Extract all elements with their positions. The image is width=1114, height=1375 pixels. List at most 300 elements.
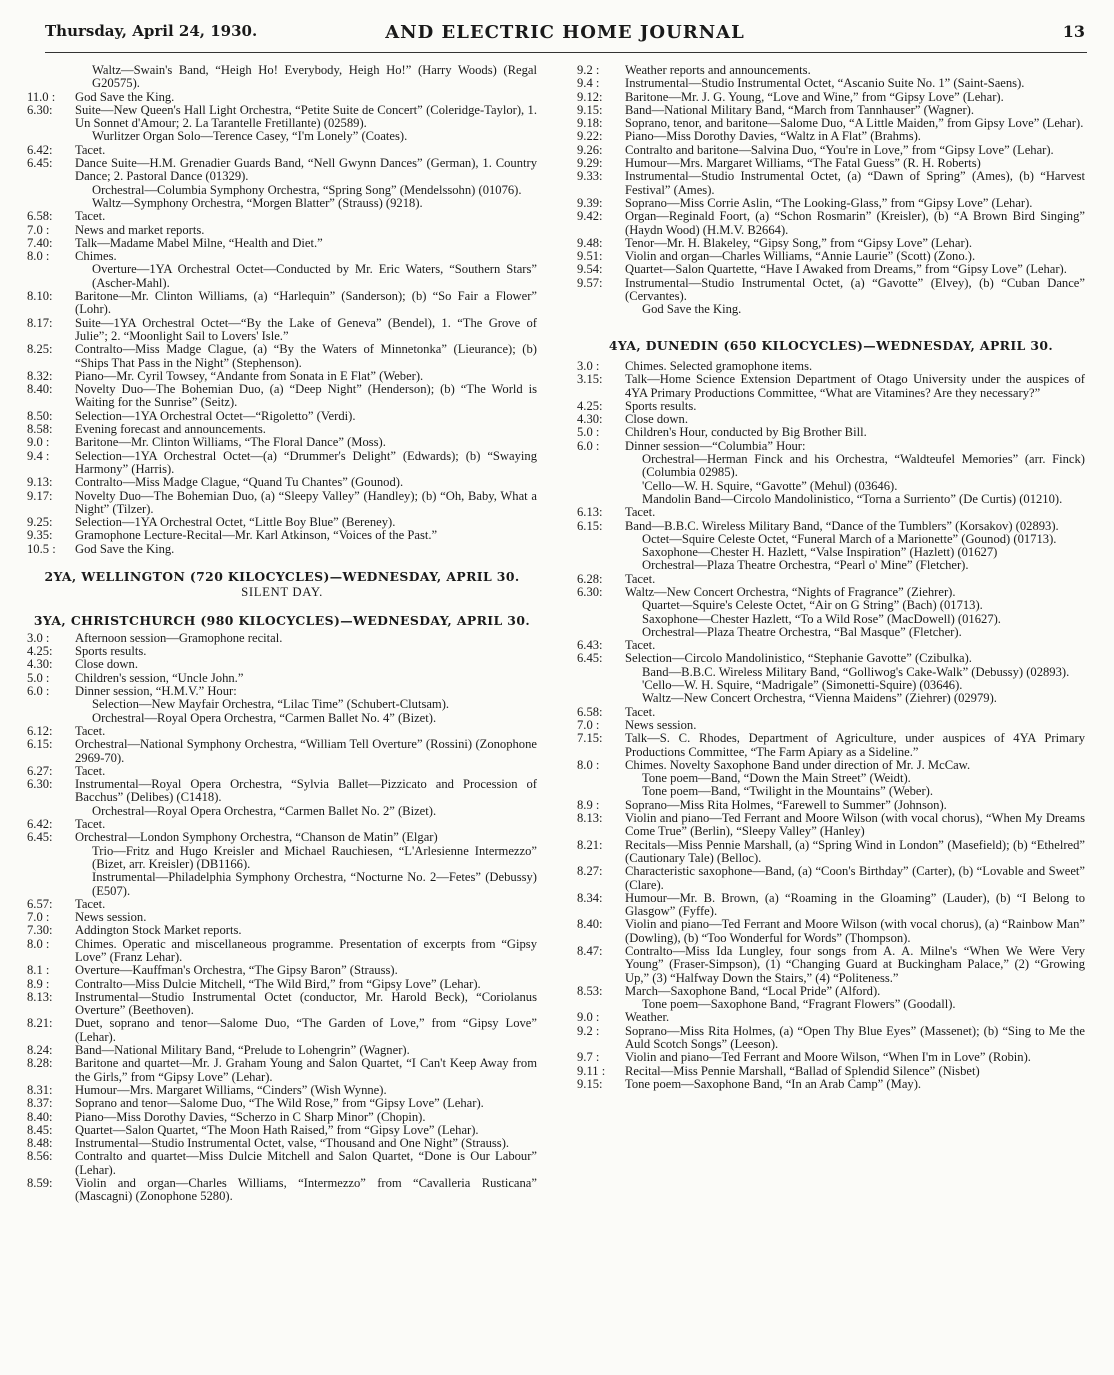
entry-text: Saxophone—Chester H. Hazlett, “Valse Inspiration” (Hazlett) (01627) xyxy=(642,545,998,560)
entry-time: 9.39: xyxy=(577,195,603,210)
entry-text: Soprano, tenor, and baritone—Salome Duo, “A Little Maiden,” from Gipsy Love” (Lehar). xyxy=(625,116,1084,131)
schedule-entry xyxy=(27,765,537,778)
entry-text: Dinner session—“Columbia” Hour: xyxy=(625,438,806,453)
entry-text: Tone poem—Saxophone Band, “Fragrant Flowers” (Goodall). xyxy=(642,997,956,1012)
schedule-entry xyxy=(27,712,537,725)
schedule-entry xyxy=(577,197,1085,210)
schedule-entry xyxy=(577,77,1085,90)
entry-time: 4.25: xyxy=(577,398,603,413)
entry-text: Gramophone Lecture-Recital—Mr. Karl Atkinson, “Voices of the Past.” xyxy=(75,528,438,543)
entry-text: Violin and organ—Charles Williams, “Intermezzo” from “Cavalleria Rusticana” (Mascagni) (Zonophone 5280). xyxy=(75,1176,537,1204)
entry-time: 6.43: xyxy=(577,638,603,653)
schedule-entry xyxy=(27,476,537,489)
schedule-entry xyxy=(577,692,1085,705)
entry-text: Waltz—New Concert Orchestra, “Nights of Fragrance” (Ziehrer). xyxy=(625,584,956,599)
entry-text: Orchestral—London Symphony Orchestra, “Chanson de Matin” (Elgar) xyxy=(75,830,438,845)
entry-time: 8.17: xyxy=(27,315,53,330)
schedule-entry xyxy=(27,1097,537,1110)
schedule-entry xyxy=(577,1078,1085,1091)
entry-text: Afternoon session—Gramophone recital. xyxy=(75,630,283,645)
header-rule xyxy=(45,52,1087,53)
entry-text: News and market reports. xyxy=(75,222,205,237)
entry-text: Chimes. Selected gramophone items. xyxy=(625,358,813,373)
schedule-entry xyxy=(577,559,1085,572)
entry-time: 3.15: xyxy=(577,372,603,387)
schedule-entry xyxy=(577,599,1085,612)
entry-text: Tenor—Mr. H. Blakeley, “Gipsy Song,” from “Gipsy Love” (Lehar). xyxy=(625,235,972,250)
schedule-entry xyxy=(27,738,537,765)
schedule-entry xyxy=(27,543,537,556)
entry-time: 9.12: xyxy=(577,89,603,104)
entry-text: Tacet. xyxy=(75,209,106,224)
entry-text: Instrumental—Studio Instrumental Octet, valse, “Thousand and One Night” (Strauss). xyxy=(75,1136,510,1151)
entry-time: 9.18: xyxy=(577,116,603,131)
entry-time: 8.0 : xyxy=(577,757,600,772)
schedule-entry xyxy=(577,303,1085,316)
schedule-entry xyxy=(577,263,1085,276)
schedule-entry xyxy=(27,104,537,131)
entry-time: 8.40: xyxy=(27,382,53,397)
schedule-entry xyxy=(27,529,537,542)
entry-time: 8.9 : xyxy=(577,797,600,812)
entry-text: Dinner session, “H.M.V.” Hour: xyxy=(75,684,237,699)
entry-time: 8.0 : xyxy=(27,936,50,951)
entry-text: Evening forecast and announcements. xyxy=(75,422,266,437)
schedule-entry xyxy=(27,725,537,738)
schedule-entry xyxy=(577,1025,1085,1052)
entry-text: Instrumental—Royal Opera Orchestra, “Sylvia Ballet—Pizzicato and Procession of Bacchus” (Delibes) (C1418). xyxy=(75,777,537,805)
entry-text: Novelty Duo—The Bohemian Duo, (a) “Sleepy Valley” (Handley); (b) “Oh, Baby, What a Night” (Tilzer). xyxy=(75,488,537,516)
entry-text: Wurlitzer Organ Solo—Terence Casey, “I'm Lonely” (Coates). xyxy=(92,129,408,144)
entry-text: March—Saxophone Band, “Local Pride” (Alford). xyxy=(625,983,881,998)
schedule-entry xyxy=(577,426,1085,439)
entry-time: 8.9 : xyxy=(27,976,50,991)
entry-text: Orchestral—Royal Opera Orchestra, “Carmen Ballet No. 2” (Bizet). xyxy=(92,803,437,818)
entry-text: Talk—Home Science Extension Department of Otago University under the auspices of 4YA Primary Productions Committee, “What are Vitamines? Are they necessary?” xyxy=(625,372,1085,400)
schedule-entry xyxy=(27,1017,537,1044)
schedule-entry xyxy=(27,224,537,237)
entry-time: 9.29: xyxy=(577,156,603,171)
entry-text: Tacet. xyxy=(75,817,106,832)
schedule-entry xyxy=(27,978,537,991)
schedule-entry xyxy=(577,210,1085,237)
entry-text: Talk—Madame Mabel Milne, “Health and Diet.” xyxy=(75,235,323,250)
entry-time: 8.0 : xyxy=(27,249,50,264)
entry-text: Addington Stock Market reports. xyxy=(75,923,242,938)
entry-time: 3.0 : xyxy=(577,358,600,373)
entry-text: Band—National Military Band, “Prelude to Lohengrin” (Wagner). xyxy=(75,1043,410,1058)
entry-text: Quartet—Salon Quartet, “The Moon Hath Raised,” from “Gipsy Love” (Lehar). xyxy=(75,1122,479,1137)
schedule-entry xyxy=(577,666,1085,679)
schedule-entry xyxy=(27,1111,537,1124)
entry-time: 9.17: xyxy=(27,488,53,503)
entry-text: Selection—Circolo Mandolinistico, “Stephanie Gavotte” (Czibulka). xyxy=(625,651,972,666)
entry-time: 6.0 : xyxy=(27,684,50,699)
entry-time: 9.22: xyxy=(577,129,603,144)
entry-text: Octet—Squire Celeste Octet, “Funeral March of a Marionette” (Gounod) (01713). xyxy=(642,531,1057,546)
schedule-entry xyxy=(27,130,537,143)
entry-text: Weather reports and announcements. xyxy=(625,63,811,77)
section-heading-4ya: 4YA, DUNEDIN (650 KILOCYCLES)—WEDNESDAY, APRIL 30. xyxy=(608,337,1054,353)
schedule-entry xyxy=(27,317,537,344)
entry-time: 7.40: xyxy=(27,235,53,250)
entry-time: 3.0 : xyxy=(27,630,50,645)
entry-text: Soprano—Miss Corrie Aslin, “The Looking-Glass,” from “Gipsy Love” (Lehar). xyxy=(625,195,1033,210)
entry-text: Duet, soprano and tenor—Salome Duo, “The Garden of Love,” from “Gipsy Love” (Lehar). xyxy=(75,1016,537,1044)
schedule-entry xyxy=(577,1051,1085,1064)
entry-text: Instrumental—Philadelphia Symphony Orchestra, “Nocturne No. 2—Fetes” (Debussy) (E507). xyxy=(92,870,537,898)
schedule-entry xyxy=(27,685,537,698)
entry-text: Suite—1YA Orchestral Octet—“By the Lake of Geneva” (Bendel), 1. “The Grove of Julie”; 2. “Moonlight Sail to Lovers' Isle.” xyxy=(75,315,537,343)
schedule-entry xyxy=(577,237,1085,250)
entry-text: Overture—Kauffman's Orchestra, “The Gipsy Baron” (Strauss). xyxy=(75,963,398,978)
entry-text: Band—B.B.C. Wireless Military Band, “Dance of the Tumblers” (Korsakov) (02893). xyxy=(625,518,1059,533)
header-date: Thursday, April 24, 1930. xyxy=(45,22,258,40)
entry-time: 8.59: xyxy=(27,1176,53,1191)
entry-text: Sports results. xyxy=(75,644,147,659)
entry-time: 4.30: xyxy=(27,657,53,672)
program-4ya xyxy=(577,360,1085,1091)
entry-text: Violin and piano—Ted Ferrant and Moore Wilson, “When I'm in Love” (Robin). xyxy=(625,1050,1031,1065)
entry-text: Orchestral—Herman Finck and his Orchestra, “Waldteufel Memories” (arr. Finck) (Columbia 02985). xyxy=(642,452,1085,480)
entry-text: Quartet—Salon Quartette, “Have I Awaked from Dreams,” from “Gipsy Love” (Lehar). xyxy=(625,262,1067,277)
schedule-entry xyxy=(577,91,1085,104)
entry-text: Baritone—Mr. Clinton Williams, (a) “Harlequin” (Sanderson); (b) “So Fair a Flower” (Lohr). xyxy=(75,289,537,317)
schedule-entry xyxy=(577,892,1085,919)
entry-time: 4.25: xyxy=(27,644,53,659)
entry-time: 8.53: xyxy=(577,983,603,998)
entry-text: Close down. xyxy=(75,657,138,672)
entry-time: 9.7 : xyxy=(577,1050,600,1065)
entry-text: News session. xyxy=(75,910,147,925)
schedule-entry xyxy=(27,343,537,370)
schedule-entry xyxy=(27,1044,537,1057)
schedule-entry xyxy=(27,1150,537,1177)
entry-time: 9.42: xyxy=(577,209,603,224)
entry-text: Tacet. xyxy=(75,142,106,157)
entry-text: Instrumental—Studio Instrumental Octet, (a) “Dawn of Spring” (Ames), (b) “Harvest Festival” (Ames). xyxy=(625,169,1085,197)
entry-time: 6.42: xyxy=(27,817,53,832)
schedule-entry xyxy=(577,918,1085,945)
schedule-entry xyxy=(27,250,537,263)
entry-text: News session. xyxy=(625,717,697,732)
schedule-entry xyxy=(27,805,537,818)
header-title: AND ELECTRIC HOME JOURNAL xyxy=(385,22,745,43)
schedule-entry xyxy=(577,812,1085,839)
entry-text: Characteristic saxophone—Band, (a) “Coon's Birthday” (Carter), (b) “Lovable and Sweet” (Clare). xyxy=(625,864,1085,892)
schedule-entry xyxy=(27,370,537,383)
entry-text: Dance Suite—H.M. Grenadier Guards Band, “Nell Gwynn Dances” (German), 1. Country Dance; 2. Pastoral Dance (01329). xyxy=(75,156,537,184)
entry-time: 7.30: xyxy=(27,923,53,938)
entry-text: Chimes. xyxy=(75,249,117,264)
entry-text: Tacet. xyxy=(625,505,656,520)
schedule-entry xyxy=(577,480,1085,493)
entry-text: Organ—Reginald Foort, (a) “Schon Rosmarin” (Kreisler), (b) “A Brown Bird Singing” (Haydn Wood) (H.M.V. B2664). xyxy=(625,209,1085,237)
schedule-entry xyxy=(577,785,1085,798)
entry-text: Piano—Miss Dorothy Davies, “Scherzo in C Sharp Minor” (Chopin). xyxy=(75,1109,426,1124)
schedule-entry xyxy=(27,1057,537,1084)
entry-text: Children's session, “Uncle John.” xyxy=(75,670,244,685)
entry-time: 8.27: xyxy=(577,864,603,879)
schedule-entry xyxy=(27,831,537,844)
entry-text: Violin and organ—Charles Williams, “Annie Laurie” (Scott) (Zono.). xyxy=(625,249,976,264)
entry-text: Waltz—New Concert Orchestra, “Vienna Maidens” (Ziehrer) (02979). xyxy=(642,691,997,706)
schedule-entry xyxy=(577,130,1085,143)
schedule-entry xyxy=(577,732,1085,759)
entry-text: Baritone—Mr. J. G. Young, “Love and Wine,” from “Gipsy Love” (Lehar). xyxy=(625,89,1004,104)
entry-time: 9.54: xyxy=(577,262,603,277)
entry-time: 9.4 : xyxy=(577,76,600,91)
schedule-entry xyxy=(577,520,1085,533)
entry-text: 'Cello—W. H. Squire, “Madrigale” (Simonetti-Squire) (03646). xyxy=(642,678,963,693)
schedule-entry xyxy=(27,410,537,423)
silent-day-label: SILENT DAY. xyxy=(241,585,323,600)
entry-time: 6.42: xyxy=(27,142,53,157)
left-column xyxy=(27,64,537,1204)
entry-text: Tacet. xyxy=(625,571,656,586)
entry-time: 6.0 : xyxy=(577,438,600,453)
page-number: 13 xyxy=(1062,22,1085,41)
entry-time: 9.35: xyxy=(27,528,53,543)
entry-time: 9.15: xyxy=(577,1076,603,1091)
entry-time: 6.15: xyxy=(27,737,53,752)
entry-time: 6.28: xyxy=(577,571,603,586)
entry-time: 8.28: xyxy=(27,1056,53,1071)
entry-time: 9.51: xyxy=(577,249,603,264)
schedule-entry xyxy=(577,772,1085,785)
schedule-entry xyxy=(577,998,1085,1011)
entry-text: Weather. xyxy=(625,1010,670,1025)
entry-time: 7.15: xyxy=(577,731,603,746)
entry-time: 8.10: xyxy=(27,289,53,304)
entry-time: 7.0 : xyxy=(27,910,50,925)
entry-text: Piano—Mr. Cyril Towsey, “Andante from Sonata in E Flat” (Weber). xyxy=(75,368,424,383)
entry-text: Recitals—Miss Pennie Marshall, (a) “Spring Wind in London” (Masefield); (b) “Ethelred” (Cautionary Tale) (Belloc). xyxy=(625,837,1085,865)
entry-text: Saxophone—Chester Hazlett, “To a Wild Rose” (MacDowell) (01627). xyxy=(642,611,1001,626)
entry-time: 8.40: xyxy=(577,917,603,932)
entry-text: Orchestral—Columbia Symphony Orchestra, “Spring Song” (Mendelssohn) (01076). xyxy=(92,182,522,197)
schedule-entry xyxy=(27,911,537,924)
entry-text: Tacet. xyxy=(625,638,656,653)
entry-text: Band—B.B.C. Wireless Military Band, “Golliwog's Cake-Walk” (Debussy) (02893). xyxy=(642,664,1070,679)
entry-text: Tone poem—Band, “Twilight in the Mountains” (Weber). xyxy=(642,784,934,799)
entry-time: 8.50: xyxy=(27,408,53,423)
entry-text: Orchestral—Plaza Theatre Orchestra, “Pearl o' Mine” (Fletcher). xyxy=(642,558,969,573)
schedule-entry xyxy=(27,290,537,317)
entry-text: Contralto—Miss Dulcie Mitchell, “The Wild Bird,” from “Gipsy Love” (Lehar). xyxy=(75,976,481,991)
program-3ya xyxy=(27,632,537,1204)
entry-time: 8.40: xyxy=(27,1109,53,1124)
schedule-entry xyxy=(27,645,537,658)
entry-time: 8.34: xyxy=(577,890,603,905)
entry-time: 4.30: xyxy=(577,412,603,427)
entry-time: 8.37: xyxy=(27,1096,53,1111)
schedule-entry xyxy=(577,64,1085,77)
entry-time: 6.27: xyxy=(27,763,53,778)
schedule-entry xyxy=(27,490,537,517)
schedule-entry xyxy=(27,383,537,410)
schedule-entry xyxy=(27,778,537,805)
program-1ya-continued xyxy=(27,64,537,556)
schedule-entry xyxy=(27,698,537,711)
entry-time: 5.0 : xyxy=(27,670,50,685)
entry-time: 6.30: xyxy=(27,102,53,117)
entry-time: 8.21: xyxy=(577,837,603,852)
entry-text: Contralto—Miss Madge Clague, “Quand Tu Chantes” (Gounod). xyxy=(75,475,404,490)
entry-time: 9.13: xyxy=(27,475,53,490)
entry-text: 'Cello—W. H. Squire, “Gavotte” (Mehul) (03646). xyxy=(642,478,898,493)
program-3ya-continued xyxy=(577,64,1085,317)
entry-text: Selection—1YA Orchestral Octet—(a) “Drummer's Delight” (Edwards); (b) “Swaying Harmony” (Harris). xyxy=(75,448,537,476)
schedule-entry xyxy=(577,839,1085,866)
entry-time: 8.1 : xyxy=(27,963,50,978)
entry-time: 8.45: xyxy=(27,1122,53,1137)
schedule-entry xyxy=(27,91,537,104)
section-heading-3ya: 3YA, CHRISTCHURCH (980 KILOCYCLES)—WEDNESDAY, APRIL 30. xyxy=(33,612,531,628)
schedule-entry xyxy=(27,450,537,477)
entry-text: Tacet. xyxy=(75,896,106,911)
schedule-entry xyxy=(27,1177,537,1204)
page-header xyxy=(45,22,1085,48)
schedule-entry xyxy=(27,157,537,184)
entry-text: Violin and piano—Ted Ferrant and Moore Wilson (with vocal chorus), (a) “Rainbow Man” (Dowling), (b) “Too Wonderful for Words” (Thompson). xyxy=(625,917,1085,945)
schedule-entry xyxy=(577,613,1085,626)
entry-text: Contralto and baritone—Salvina Duo, “You're in Love,” from “Gipsy Love” (Lehar). xyxy=(625,142,1054,157)
schedule-entry xyxy=(27,898,537,911)
entry-text: Suite—New Queen's Hall Light Orchestra, “Petite Suite de Concert” (Coleridge-Taylor), 1. Un Sonnet d'Amour; 2. La Tarantelle Fretillante) (02589). xyxy=(75,102,537,131)
entry-text: Chimes. Operatic and miscellaneous programme. Presentation of excerpts from “Gipsy Love” (Franz Lehar). xyxy=(75,936,537,964)
entry-text: Contralto—Miss Ida Lungley, four songs from A. A. Milne's “When We Were Very Young” (Fraser-Simpson), (1) “Changing Guard at Buckingham Palace,” (2) “Growing Up,” (3) “Halfway Down the Stairs,” (4) “Politeness.” xyxy=(625,944,1085,985)
entry-time: 6.57: xyxy=(27,896,53,911)
entry-text: Humour—Mrs. Margaret Williams, “Cinders” (Wish Wynne). xyxy=(75,1082,387,1097)
schedule-entry xyxy=(577,759,1085,772)
entry-text: Children's Hour, conducted by Big Brother Bill. xyxy=(625,425,867,440)
schedule-entry xyxy=(577,626,1085,639)
entry-time: 7.0 : xyxy=(577,717,600,732)
entry-time: 9.0 : xyxy=(577,1010,600,1025)
section-heading-2ya: 2YA, WELLINGTON (720 KILOCYCLES)—WEDNESDAY, APRIL 30. xyxy=(44,568,520,584)
schedule-entry xyxy=(577,1065,1085,1078)
entry-text: Orchestral—Royal Opera Orchestra, “Carmen Ballet No. 4” (Bizet). xyxy=(92,710,437,725)
entry-text: Selection—1YA Orchestral Octet—“Rigoletto” (Verdi). xyxy=(75,408,356,423)
schedule-entry xyxy=(27,871,537,898)
entry-time: 6.30: xyxy=(27,777,53,792)
entry-text: God Save the King. xyxy=(75,541,175,556)
entry-time: 8.25: xyxy=(27,342,53,357)
entry-time: 8.31: xyxy=(27,1082,53,1097)
entry-time: 8.58: xyxy=(27,422,53,437)
schedule-entry xyxy=(27,1124,537,1137)
entry-time: 8.13: xyxy=(27,989,53,1004)
schedule-entry xyxy=(577,144,1085,157)
entry-text: Novelty Duo—The Bohemian Duo, (a) “Deep Night” (Henderson); (b) “The World is Waiting for the Sunrise” (Seitz). xyxy=(75,382,537,410)
schedule-entry xyxy=(577,1011,1085,1024)
schedule-entry xyxy=(577,652,1085,665)
schedule-entry xyxy=(27,938,537,965)
schedule-entry xyxy=(27,423,537,436)
entry-text: Close down. xyxy=(625,412,688,427)
entry-text: Band—National Military Band, “March from Tannhauser” (Wagner). xyxy=(625,102,974,117)
entry-text: God Save the King. xyxy=(75,89,175,104)
entry-time: 6.45: xyxy=(27,156,53,171)
entry-text: Baritone—Mr. Clinton Williams, “The Floral Dance” (Moss). xyxy=(75,435,386,450)
entry-time: 8.32: xyxy=(27,368,53,383)
schedule-entry xyxy=(577,104,1085,117)
schedule-entry xyxy=(27,818,537,831)
entry-text: Waltz—Swain's Band, “Heigh Ho! Everybody, Heigh Ho!” (Harry Woods) (Regal G20575). xyxy=(92,63,537,91)
schedule-entry xyxy=(27,210,537,223)
schedule-entry xyxy=(27,845,537,872)
entry-text: Contralto and quartet—Miss Dulcie Mitchell and Salon Quartet, “Done is Our Labour” (Lehar). xyxy=(75,1149,537,1177)
schedule-entry xyxy=(577,985,1085,998)
schedule-entry xyxy=(27,1137,537,1150)
schedule-entry xyxy=(577,865,1085,892)
entry-time: 6.15: xyxy=(577,518,603,533)
entry-time: 8.47: xyxy=(577,944,603,958)
schedule-entry xyxy=(577,586,1085,599)
entry-time: 8.21: xyxy=(27,1016,53,1031)
schedule-entry xyxy=(27,672,537,685)
schedule-entry xyxy=(577,706,1085,719)
entry-text: Mandolin Band—Circolo Mandolinistico, “Torna a Surriento” (De Curtis) (01210). xyxy=(642,491,1063,506)
entry-text: Selection—New Mayfair Orchestra, “Lilac Time” (Schubert-Clutsam). xyxy=(92,697,450,712)
schedule-entry xyxy=(577,799,1085,812)
entry-time: 9.57: xyxy=(577,275,603,290)
entry-text: Overture—1YA Orchestral Octet—Conducted by Mr. Eric Waters, “Southern Stars” (Ascher-Mahl). xyxy=(92,262,537,290)
schedule-entry xyxy=(27,964,537,977)
schedule-entry xyxy=(577,413,1085,426)
entry-text: Piano—Miss Dorothy Davies, “Waltz in A Flat” (Brahms). xyxy=(625,129,921,144)
entry-text: Humour—Mr. B. Brown, (a) “Roaming in the Gloaming” (Lauder), (b) “I Belong to Glasgow” (Fyffe). xyxy=(625,890,1085,919)
entry-text: Orchestral—National Symphony Orchestra, “William Tell Overture” (Rossini) (Zonophone 2969-70). xyxy=(75,737,537,765)
entry-text: Recital—Miss Pennie Marshall, “Ballad of Splendid Silence” (Nisbet) xyxy=(625,1063,980,1078)
schedule-entry xyxy=(27,144,537,157)
entry-time: 9.0 : xyxy=(27,435,50,450)
entry-time: 6.58: xyxy=(577,704,603,719)
schedule-entry xyxy=(27,991,537,1018)
schedule-entry xyxy=(577,719,1085,732)
schedule-entry xyxy=(577,533,1085,546)
schedule-entry xyxy=(27,64,537,91)
entry-time: 9.48: xyxy=(577,235,603,250)
entry-time: 6.12: xyxy=(27,723,53,738)
entry-text: Baritone and quartet—Mr. J. Graham Young and Salon Quartet, “I Can't Keep Away from the Girls,” from “Gipsy Love” (Lehar). xyxy=(75,1056,537,1084)
entry-time: 9.33: xyxy=(577,169,603,184)
entry-time: 9.4 : xyxy=(27,448,50,463)
entry-text: Quartet—Squire's Celeste Octet, “Air on G String” (Bach) (01713). xyxy=(642,598,983,613)
entry-text: Contralto—Miss Madge Clague, (a) “By the Waters of Minnetonka” (Lieurance); (b) “Ships That Pass in the Night” (Stephenson). xyxy=(75,342,537,370)
schedule-entry xyxy=(577,360,1085,373)
entry-text: Instrumental—Studio Instrumental Octet (conductor, Mr. Harold Beck), “Coriolanus Overture” (Beethoven). xyxy=(75,989,537,1018)
entry-time: 8.56: xyxy=(27,1149,53,1164)
entry-text: Sports results. xyxy=(625,398,697,413)
entry-text: Tacet. xyxy=(75,723,106,738)
entry-time: 6.58: xyxy=(27,209,53,224)
entry-text: Talk—S. C. Rhodes, Department of Agriculture, under auspices of 4YA Primary Productions Committee, “The Farm Apiary as a Sideline.” xyxy=(625,731,1085,759)
entry-text: Orchestral—Plaza Theatre Orchestra, “Bal Masque” (Fletcher). xyxy=(642,624,962,639)
entry-time: 11.0 : xyxy=(27,89,56,104)
schedule-entry xyxy=(27,1084,537,1097)
schedule-entry xyxy=(577,117,1085,130)
entry-time: 9.25: xyxy=(27,515,53,530)
schedule-entry xyxy=(577,277,1085,304)
schedule-entry xyxy=(27,197,537,210)
entry-text: Soprano—Miss Rita Holmes, (a) “Open Thy Blue Eyes” (Massenet); (b) “Sing to Me the Auld Scotch Songs” (Leeson). xyxy=(625,1023,1085,1052)
entry-time: 9.26: xyxy=(577,142,603,157)
entry-text: Tone poem—Saxophone Band, “In an Arab Camp” (May). xyxy=(625,1076,922,1091)
schedule-entry xyxy=(577,945,1085,985)
entry-text: Instrumental—Studio Instrumental Octet, “Ascanio Suite No. 1” (Saint-Saens). xyxy=(625,76,1025,91)
